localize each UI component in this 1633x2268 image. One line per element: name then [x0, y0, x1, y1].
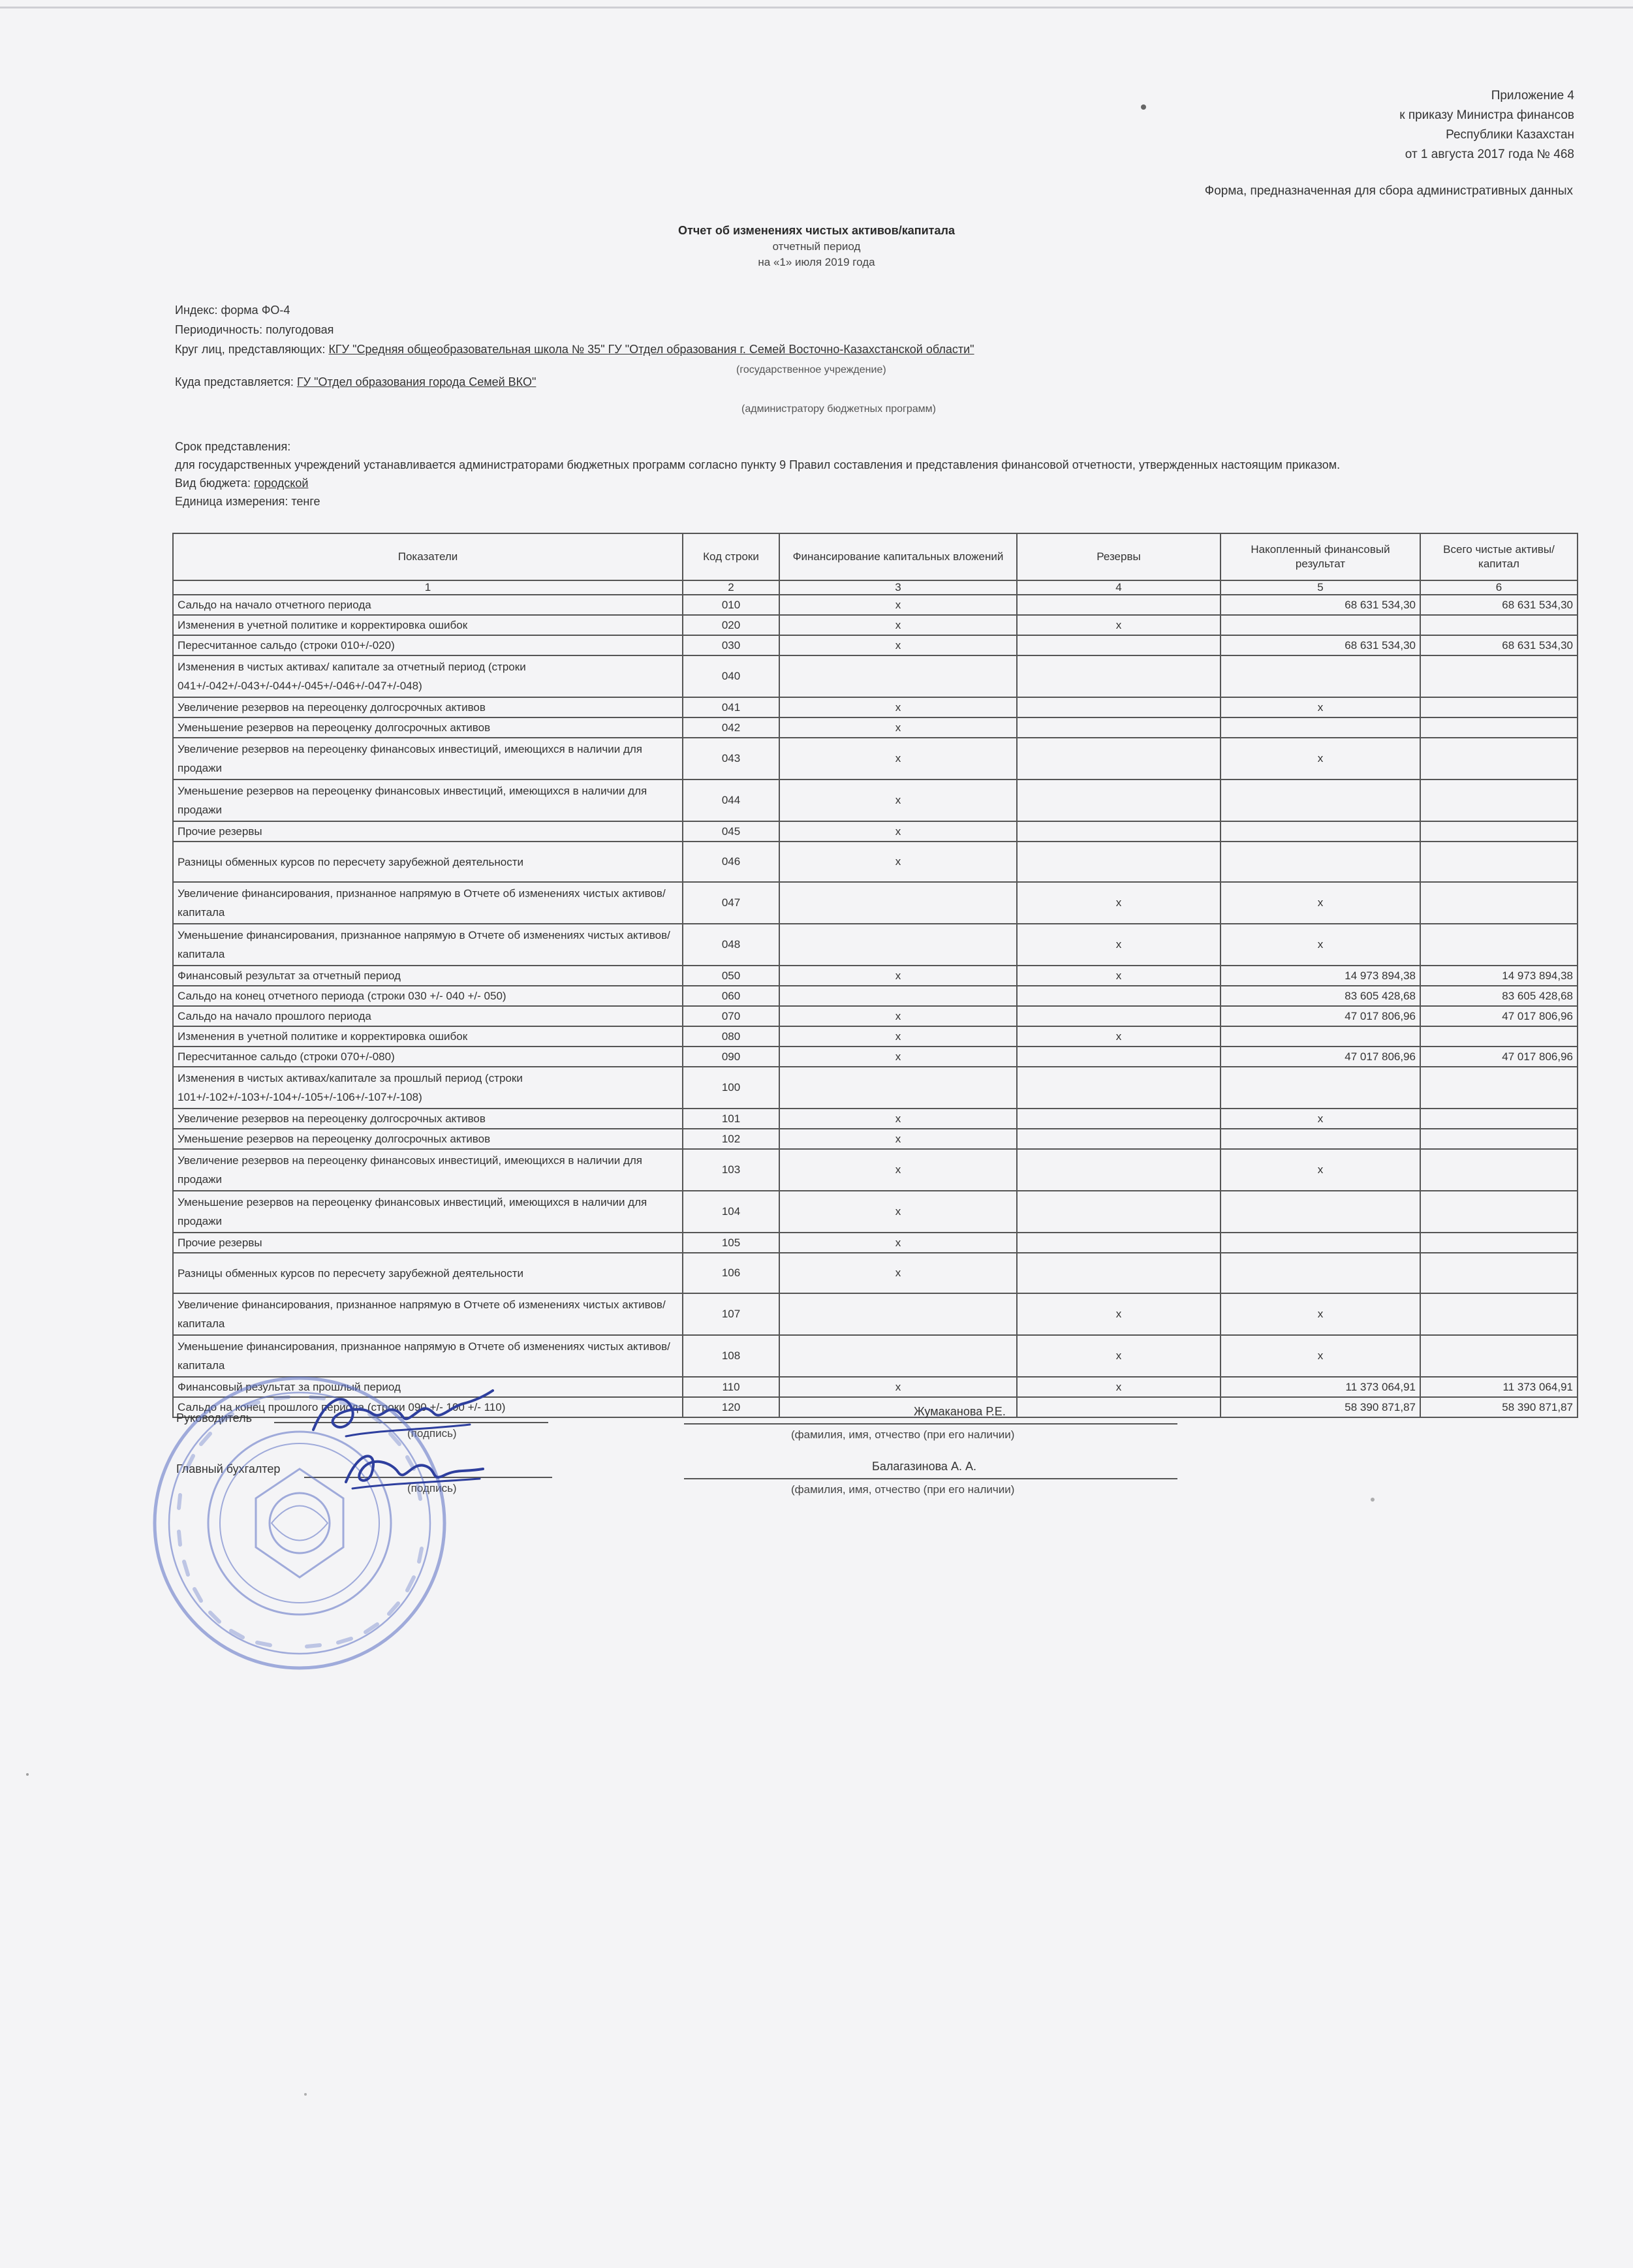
where-value: ГУ "Отдел образования города Семей ВКО" — [296, 375, 537, 388]
row-reserves — [1017, 842, 1221, 882]
row-indicator: Сальдо на конец отчетного периода (строки 030 +/- 040 +/- 050) — [173, 986, 683, 1006]
row-reserves — [1017, 1397, 1221, 1417]
header-accumulated-result: Накопленный финансовый результат — [1221, 533, 1420, 580]
row-accumulated-result: x — [1221, 1109, 1420, 1129]
row-capital-financing — [779, 986, 1017, 1006]
row-capital-financing: x — [779, 1129, 1017, 1149]
table-row — [173, 1109, 1578, 1129]
accountant-label: Главный бухгалтер — [176, 1462, 281, 1475]
period-label: отчетный период — [772, 240, 861, 253]
deadline-text: для государственных учреждений устанавливается администраторами бюджетных программ согласно пункту 9 Правил составления и представления финансовой отчетности, утвержденных настоящим приказом. — [175, 458, 1341, 471]
column-number: 2 — [683, 580, 779, 595]
where-label: Куда представляется: — [175, 375, 297, 388]
row-indicator: Уменьшение финансирования, признанное напрямую в Отчете об изменениях чистых активов/капитала — [173, 1335, 683, 1377]
scan-edge-line — [0, 7, 1633, 8]
row-accumulated-result: x — [1221, 1293, 1420, 1335]
table-row — [173, 1149, 1578, 1191]
report-table — [172, 533, 1578, 1418]
row-code: 043 — [683, 738, 779, 780]
row-capital-financing: x — [779, 738, 1017, 780]
accountant-name-line — [684, 1478, 1177, 1479]
row-total: 58 390 871,87 — [1420, 1397, 1578, 1417]
circle-note: (государственное учреждение) — [736, 364, 886, 375]
row-capital-financing: x — [779, 1109, 1017, 1129]
row-reserves — [1017, 780, 1221, 821]
row-code: 060 — [683, 986, 779, 1006]
row-total — [1420, 780, 1578, 821]
row-capital-financing: x — [779, 842, 1017, 882]
row-total — [1420, 1067, 1578, 1109]
row-accumulated-result — [1221, 615, 1420, 635]
table-row — [173, 595, 1578, 615]
row-indicator: Сальдо на начало прошлого периода — [173, 1006, 683, 1026]
row-accumulated-result: 68 631 534,30 — [1221, 635, 1420, 655]
row-indicator: Увеличение резервов на переоценку долгосрочных активов — [173, 697, 683, 717]
row-total: 47 017 806,96 — [1420, 1006, 1578, 1026]
row-accumulated-result: x — [1221, 738, 1420, 780]
row-accumulated-result: 47 017 806,96 — [1221, 1047, 1420, 1067]
row-capital-financing — [779, 655, 1017, 697]
table-row — [173, 615, 1578, 635]
row-capital-financing — [779, 924, 1017, 966]
row-code: 040 — [683, 655, 779, 697]
row-code: 108 — [683, 1335, 779, 1377]
row-code: 042 — [683, 717, 779, 738]
row-accumulated-result — [1221, 717, 1420, 738]
row-capital-financing: x — [779, 821, 1017, 842]
row-indicator: Пересчитанное сальдо (строки 010+/-020) — [173, 635, 683, 655]
row-indicator: Сальдо на начало отчетного периода — [173, 595, 683, 615]
row-indicator: Увеличение финансирования, признанное напрямую в Отчете об изменениях чистых активов/капитала — [173, 1293, 683, 1335]
table-row — [173, 738, 1578, 780]
report-title: Отчет об изменениях чистых активов/капитала — [678, 224, 955, 237]
row-accumulated-result — [1221, 1233, 1420, 1253]
row-code: 048 — [683, 924, 779, 966]
row-indicator: Увеличение резервов на переоценку долгосрочных активов — [173, 1109, 683, 1129]
row-accumulated-result — [1221, 1067, 1420, 1109]
row-accumulated-result: x — [1221, 697, 1420, 717]
row-total — [1420, 1293, 1578, 1335]
row-total — [1420, 1026, 1578, 1047]
row-reserves — [1017, 1233, 1221, 1253]
budget-value: городской — [254, 477, 309, 490]
row-capital-financing: x — [779, 615, 1017, 635]
head-label: Руководитель — [176, 1411, 252, 1425]
row-total — [1420, 1129, 1578, 1149]
row-code: 100 — [683, 1067, 779, 1109]
accountant-sign-note: (подпись) — [407, 1482, 457, 1494]
table-row — [173, 655, 1578, 697]
row-capital-financing: x — [779, 697, 1017, 717]
row-reserves — [1017, 1149, 1221, 1191]
row-total — [1420, 717, 1578, 738]
form-note: Форма, предназначенная для сбора административных данных — [1204, 184, 1573, 198]
header-total-net-assets: Всего чистые активы/капитал — [1420, 533, 1578, 580]
row-accumulated-result: x — [1221, 1149, 1420, 1191]
row-code: 110 — [683, 1377, 779, 1397]
row-accumulated-result: 47 017 806,96 — [1221, 1006, 1420, 1026]
table-row — [173, 1253, 1578, 1293]
row-code: 105 — [683, 1233, 779, 1253]
row-code: 102 — [683, 1129, 779, 1149]
row-reserves: x — [1017, 1377, 1221, 1397]
row-reserves — [1017, 821, 1221, 842]
appendix-line: Республики Казахстан — [1446, 128, 1574, 142]
row-accumulated-result: x — [1221, 1335, 1420, 1377]
row-accumulated-result — [1221, 1026, 1420, 1047]
row-capital-financing — [779, 1335, 1017, 1377]
row-capital-financing: x — [779, 595, 1017, 615]
row-capital-financing: x — [779, 1377, 1017, 1397]
row-indicator: Изменения в учетной политике и корректировка ошибок — [173, 615, 683, 635]
column-number: 4 — [1017, 580, 1221, 595]
row-reserves: x — [1017, 615, 1221, 635]
row-reserves — [1017, 697, 1221, 717]
header-capital-financing: Финансирование капитальных вложений — [779, 533, 1017, 580]
row-accumulated-result: 14 973 894,38 — [1221, 966, 1420, 986]
row-accumulated-result — [1221, 655, 1420, 697]
row-total: 68 631 534,30 — [1420, 595, 1578, 615]
row-reserves — [1017, 1067, 1221, 1109]
row-capital-financing: x — [779, 1026, 1017, 1047]
row-indicator: Уменьшение резервов на переоценку долгосрочных активов — [173, 1129, 683, 1149]
column-number: 3 — [779, 580, 1017, 595]
row-reserves — [1017, 1047, 1221, 1067]
table-row — [173, 821, 1578, 842]
column-number-row — [173, 580, 1578, 595]
accountant-name: Балагазинова А. А. — [872, 1460, 976, 1473]
table-row — [173, 1233, 1578, 1253]
row-code: 030 — [683, 635, 779, 655]
where-note: (администратору бюджетных программ) — [741, 403, 937, 415]
row-capital-financing: x — [779, 717, 1017, 738]
row-indicator: Финансовый результат за прошлый период — [173, 1377, 683, 1397]
scan-speck — [26, 1773, 29, 1776]
submission-terms — [175, 437, 1578, 511]
row-capital-financing: x — [779, 1233, 1017, 1253]
row-indicator: Финансовый результат за отчетный период — [173, 966, 683, 986]
row-reserves — [1017, 717, 1221, 738]
appendix-block — [1399, 86, 1574, 165]
budget-label: Вид бюджета: — [175, 477, 254, 490]
row-reserves — [1017, 635, 1221, 655]
budget-type — [175, 474, 1578, 492]
head-name-note: (фамилия, имя, отчество (при его наличии) — [791, 1428, 1015, 1441]
row-code: 090 — [683, 1047, 779, 1067]
row-accumulated-result: x — [1221, 882, 1420, 924]
row-reserves — [1017, 1253, 1221, 1293]
row-total — [1420, 842, 1578, 882]
table-row — [173, 986, 1578, 1006]
row-accumulated-result — [1221, 1253, 1420, 1293]
row-reserves: x — [1017, 1293, 1221, 1335]
row-capital-financing: x — [779, 780, 1017, 821]
table-row — [173, 1026, 1578, 1047]
row-accumulated-result — [1221, 821, 1420, 842]
row-code: 120 — [683, 1397, 779, 1417]
accountant-handwritten-signature — [333, 1443, 490, 1495]
table-row — [173, 697, 1578, 717]
circle-value: КГУ "Средняя общеобразовательная школа № 35" ГУ "Отдел образования г. Семей Восточно-Казахстанской области" — [328, 343, 974, 356]
row-total: 83 605 428,68 — [1420, 986, 1578, 1006]
row-total — [1420, 738, 1578, 780]
row-indicator: Увеличение финансирования, признанное напрямую в Отчете об изменениях чистых активов/капитала — [173, 882, 683, 924]
row-capital-financing: x — [779, 966, 1017, 986]
table-row — [173, 924, 1578, 966]
row-total — [1420, 615, 1578, 635]
row-capital-financing: x — [779, 1047, 1017, 1067]
row-capital-financing: x — [779, 635, 1017, 655]
table-row — [173, 1191, 1578, 1233]
row-code: 041 — [683, 697, 779, 717]
appendix-line: Приложение 4 — [1491, 89, 1574, 102]
table-row — [173, 780, 1578, 821]
row-indicator: Изменения в чистых активах/капитале за прошлый период (строки 101+/-102+/-103+/-104+/-105+/-106+/-107+/-108) — [173, 1067, 683, 1109]
appendix-line: от 1 августа 2017 года № 468 — [1405, 148, 1574, 161]
circle-of-persons — [175, 339, 974, 359]
row-capital-financing: x — [779, 1006, 1017, 1026]
row-total: 68 631 534,30 — [1420, 635, 1578, 655]
row-reserves: x — [1017, 1335, 1221, 1377]
table-row — [173, 1067, 1578, 1109]
row-indicator: Прочие резервы — [173, 821, 683, 842]
row-total — [1420, 924, 1578, 966]
table-row — [173, 1293, 1578, 1335]
row-capital-financing: x — [779, 1191, 1017, 1233]
row-indicator: Уменьшение резервов на переоценку долгосрочных активов — [173, 717, 683, 738]
row-code: 047 — [683, 882, 779, 924]
circle-label: Круг лиц, представляющих: — [175, 343, 329, 356]
row-reserves: x — [1017, 924, 1221, 966]
form-meta — [175, 300, 974, 415]
row-accumulated-result: 83 605 428,68 — [1221, 986, 1420, 1006]
row-capital-financing — [779, 882, 1017, 924]
head-sign-note: (подпись) — [407, 1427, 457, 1440]
table-header-row — [173, 533, 1578, 580]
row-code: 107 — [683, 1293, 779, 1335]
row-code: 070 — [683, 1006, 779, 1026]
row-accumulated-result — [1221, 1191, 1420, 1233]
row-reserves — [1017, 986, 1221, 1006]
row-total: 47 017 806,96 — [1420, 1047, 1578, 1067]
unit-of-measure: Единица измерения: тенге — [175, 495, 320, 508]
row-reserves — [1017, 655, 1221, 697]
row-reserves — [1017, 595, 1221, 615]
row-accumulated-result — [1221, 1129, 1420, 1149]
scan-speck — [1371, 1498, 1375, 1502]
row-code: 044 — [683, 780, 779, 821]
row-indicator: Увеличение резервов на переоценку финансовых инвестиций, имеющихся в наличии для продажи — [173, 738, 683, 780]
row-reserves: x — [1017, 882, 1221, 924]
row-indicator: Разницы обменных курсов по пересчету зарубежной деятельности — [173, 1253, 683, 1293]
row-accumulated-result — [1221, 780, 1420, 821]
table-row — [173, 1129, 1578, 1149]
deadline-label: Срок представления: — [175, 440, 291, 453]
table-row — [173, 1047, 1578, 1067]
row-code: 106 — [683, 1253, 779, 1293]
report-date: на «1» июля 2019 года — [758, 256, 875, 268]
head-name-line — [684, 1423, 1177, 1425]
row-total — [1420, 1109, 1578, 1129]
row-total — [1420, 1253, 1578, 1293]
row-capital-financing — [779, 1067, 1017, 1109]
column-number: 5 — [1221, 580, 1420, 595]
accountant-name-note: (фамилия, имя, отчество (при его наличии) — [791, 1483, 1015, 1496]
row-reserves: x — [1017, 966, 1221, 986]
head-handwritten-signature — [307, 1384, 496, 1443]
row-accumulated-result: 58 390 871,87 — [1221, 1397, 1420, 1417]
row-total — [1420, 821, 1578, 842]
row-indicator: Прочие резервы — [173, 1233, 683, 1253]
row-indicator: Разницы обменных курсов по пересчету зарубежной деятельности — [173, 842, 683, 882]
row-indicator: Пересчитанное сальдо (строки 070+/-080) — [173, 1047, 683, 1067]
row-reserves — [1017, 1006, 1221, 1026]
form-index: Индекс: форма ФО-4 — [175, 304, 290, 317]
scan-speck — [304, 2093, 307, 2096]
header-reserves: Резервы — [1017, 533, 1221, 580]
row-total — [1420, 1335, 1578, 1377]
row-accumulated-result — [1221, 842, 1420, 882]
header-indicators: Показатели — [173, 533, 683, 580]
table-row — [173, 842, 1578, 882]
row-total — [1420, 655, 1578, 697]
row-code: 080 — [683, 1026, 779, 1047]
row-accumulated-result: x — [1221, 924, 1420, 966]
form-periodicity: Периодичность: полугодовая — [175, 323, 334, 336]
row-total: 11 373 064,91 — [1420, 1377, 1578, 1397]
row-indicator: Увеличение резервов на переоценку финансовых инвестиций, имеющихся в наличии для продажи — [173, 1149, 683, 1191]
row-indicator: Сальдо на конец прошлого периода (строки 090 +/- 100 +/- 110) — [173, 1397, 683, 1417]
row-total — [1420, 1191, 1578, 1233]
header-row-code: Код строки — [683, 533, 779, 580]
row-code: 103 — [683, 1149, 779, 1191]
row-code: 101 — [683, 1109, 779, 1129]
row-total — [1420, 1149, 1578, 1191]
row-reserves: x — [1017, 1026, 1221, 1047]
head-name: Жумаканова Р.Е. — [914, 1405, 1006, 1418]
row-reserves — [1017, 1129, 1221, 1149]
row-accumulated-result: 68 631 534,30 — [1221, 595, 1420, 615]
row-code: 104 — [683, 1191, 779, 1233]
row-indicator: Изменения в учетной политике и корректировка ошибок — [173, 1026, 683, 1047]
row-indicator: Изменения в чистых активах/ капитале за отчетный период (строки 041+/-042+/-043+/-044+/-045+/-046+/-047+/-048) — [173, 655, 683, 697]
row-capital-financing — [779, 1293, 1017, 1335]
row-reserves — [1017, 1191, 1221, 1233]
appendix-line: к приказу Министра финансов — [1399, 108, 1574, 122]
table-row — [173, 717, 1578, 738]
table-row — [173, 1006, 1578, 1026]
column-number: 1 — [173, 580, 683, 595]
row-reserves — [1017, 1109, 1221, 1129]
row-reserves — [1017, 738, 1221, 780]
row-code: 046 — [683, 842, 779, 882]
report-title-block — [0, 222, 1633, 270]
row-code: 045 — [683, 821, 779, 842]
table-row — [173, 635, 1578, 655]
row-capital-financing: x — [779, 1149, 1017, 1191]
row-code: 020 — [683, 615, 779, 635]
row-code: 050 — [683, 966, 779, 986]
row-indicator: Уменьшение финансирования, признанное напрямую в Отчете об изменениях чистых активов/капитала — [173, 924, 683, 966]
table-row — [173, 966, 1578, 986]
scan-speck — [1141, 104, 1146, 110]
row-total: 14 973 894,38 — [1420, 966, 1578, 986]
row-capital-financing: x — [779, 1253, 1017, 1293]
row-total — [1420, 697, 1578, 717]
row-indicator: Уменьшение резервов на переоценку финансовых инвестиций, имеющихся в наличии для продажи — [173, 780, 683, 821]
row-code: 010 — [683, 595, 779, 615]
row-total — [1420, 1233, 1578, 1253]
row-indicator: Уменьшение резервов на переоценку финансовых инвестиций, имеющихся в наличии для продажи — [173, 1191, 683, 1233]
row-accumulated-result: 11 373 064,91 — [1221, 1377, 1420, 1397]
column-number: 6 — [1420, 580, 1578, 595]
row-total — [1420, 882, 1578, 924]
table-row — [173, 882, 1578, 924]
